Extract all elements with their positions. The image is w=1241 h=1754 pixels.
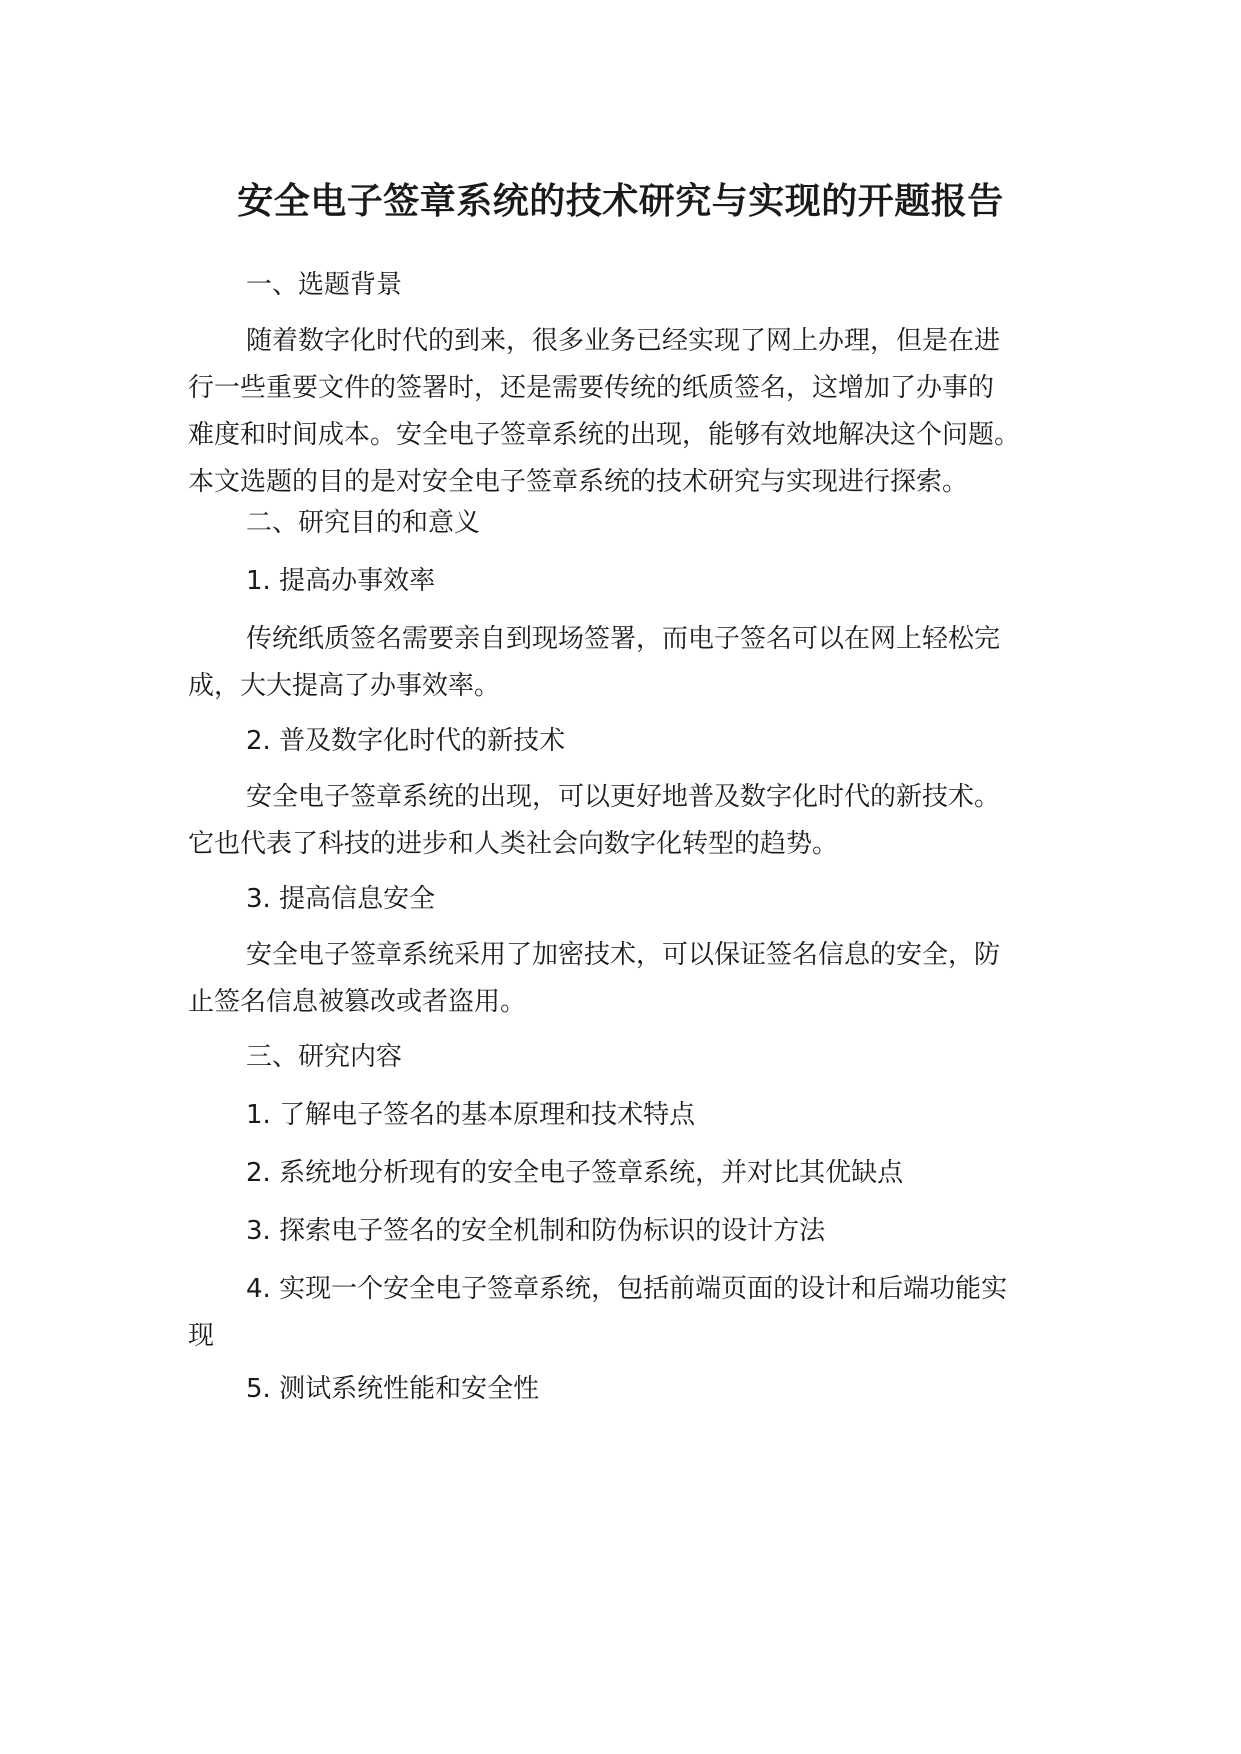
content-item-4 [188,1266,1068,1360]
paragraph-line: 它也代表了科技的进步和人类社会向数字化转型的趋势。 [188,829,839,859]
document-title: 安全电子签章系统的技术研究与实现的开题报告 [237,181,1004,222]
paragraph-line: 随着数字化时代的到来，很多业务已经实现了网上办理，但是在进 [246,326,1001,356]
subheading-security: 3. 提高信息安全 [246,884,436,914]
content-item-5: 5. 测试系统性能和安全性 [246,1374,540,1404]
paragraph-line: 止签名信息被篡改或者盗用。 [188,987,527,1017]
subheading-efficiency: 1. 提高办事效率 [246,566,436,596]
paragraph-background [188,318,1068,506]
section-heading-content: 三、研究内容 [246,1042,403,1072]
section-heading-background: 一、选题背景 [246,270,403,300]
paragraph-line: 行一些重要文件的签署时，还是需要传统的纸质签名，这增加了办事的 [188,373,995,403]
paragraph-line: 安全电子签章系统采用了加密技术，可以保证签名信息的安全，防 [246,940,1001,970]
paragraph-security [188,932,1068,1026]
paragraph-line: 成，大大提高了办事效率。 [188,671,501,701]
section-heading-purpose: 二、研究目的和意义 [246,508,481,538]
content-item-2: 2. 系统地分析现有的安全电子签章系统，并对比其优缺点 [246,1158,904,1188]
paragraph-efficiency [188,616,1068,710]
paragraph-line: 4. 实现一个安全电子签章系统，包括前端页面的设计和后端功能实 [246,1274,1008,1304]
paragraph-line: 本文选题的目的是对安全电子签章系统的技术研究与实现进行探索。 [188,467,969,497]
content-item-1: 1. 了解电子签名的基本原理和技术特点 [246,1100,696,1130]
paragraph-line: 难度和时间成本。安全电子签章系统的出现，能够有效地解决这个问题。 [188,420,1021,450]
subheading-new-tech: 2. 普及数字化时代的新技术 [246,726,566,756]
paragraph-new-tech [188,774,1068,868]
paragraph-line: 安全电子签章系统的出现，可以更好地普及数字化时代的新技术。 [246,782,1001,812]
content-item-3: 3. 探索电子签名的安全机制和防伪标识的设计方法 [246,1216,826,1246]
paragraph-line: 现 [188,1321,215,1351]
paragraph-line: 传统纸质签名需要亲自到现场签署，而电子签名可以在网上轻松完 [246,624,1001,654]
